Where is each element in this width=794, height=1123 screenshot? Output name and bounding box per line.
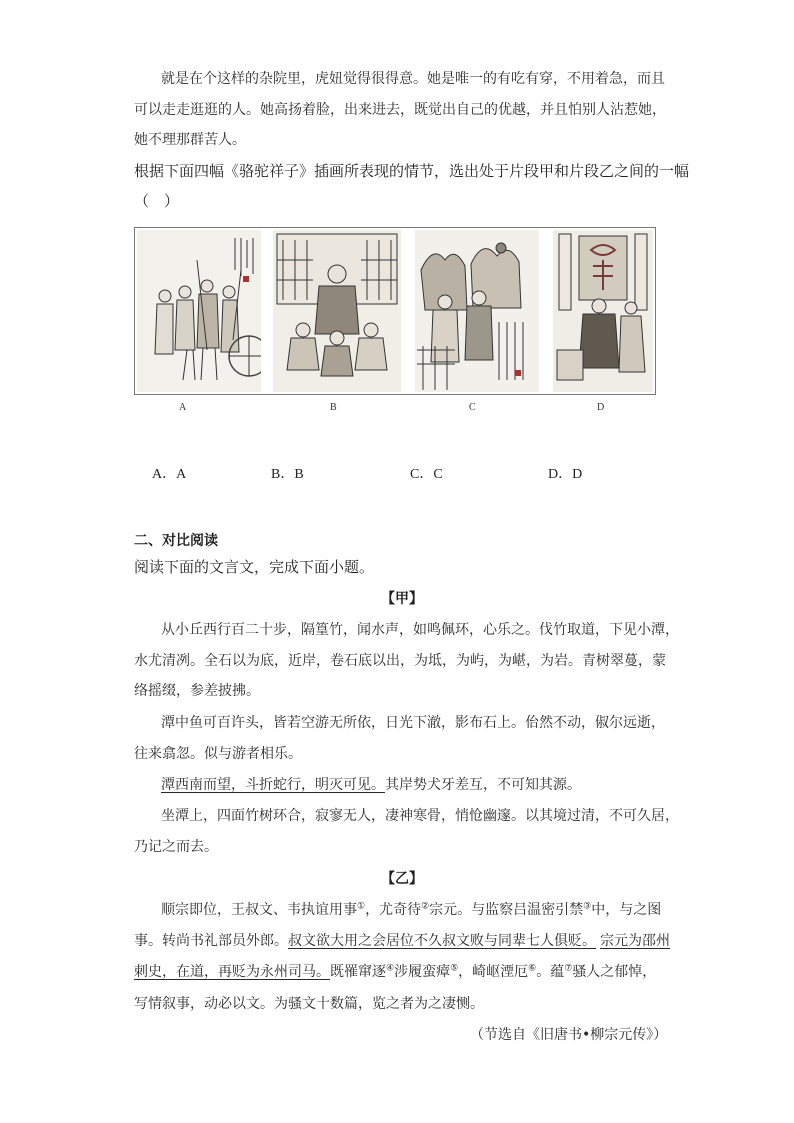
jia-line-rest: 其岸势犬牙差互，不可知其源。	[385, 777, 581, 793]
illustration-a-drawing	[137, 230, 261, 392]
illustration-b	[273, 230, 401, 392]
jia-line: 潭中鱼可百许头，皆若空游无所依，日光下澈，影布石上。佁然不动，俶尔远逝，	[161, 715, 665, 731]
illustration-label: C	[469, 402, 476, 413]
yi-underlined-sentence: 刺史，在道，再贬为永州司马。	[134, 964, 330, 980]
footnote-marker: ②	[421, 901, 430, 912]
yi-title: 【乙】	[381, 871, 423, 887]
jia-line: 络摇缀，参差披拂。	[134, 683, 260, 699]
illustration-c	[415, 230, 539, 392]
section-instruction: 阅读下面的文言文，完成下面小题。	[134, 558, 375, 576]
yi-text: 事。转尚书礼部员外郎。	[134, 933, 288, 949]
yi-line	[134, 961, 656, 981]
yi-text: 宗元。与监察吕温密引禁	[429, 902, 584, 918]
yi-text: 涉履蛮瘴	[394, 964, 451, 980]
yi-text: 既罹窜逐	[330, 964, 386, 980]
jia-line: 往来翕忽。似与游者相乐。	[134, 746, 302, 762]
illustration-b-drawing	[273, 230, 401, 392]
footnote-marker: ⑥	[528, 963, 537, 974]
yi-line: 写情叙事，动必以文。为骚文十数篇，览之者为之凄恻。	[134, 996, 484, 1012]
passage-line: 她不理那群苦人。	[134, 132, 246, 148]
illustration-c-drawing	[415, 230, 539, 392]
yi-underlined-sentence: 宗元为邵州	[600, 933, 670, 949]
yi-line	[134, 930, 670, 950]
jia-line	[161, 774, 581, 794]
yi-text: 中，与之图	[591, 902, 662, 918]
illustration-label: A	[179, 402, 187, 413]
yi-underlined-sentence: 叔文欲大用之会居位不久叔文败与同辈七人俱贬。	[288, 933, 596, 949]
question-text: 根据下面四幅《骆驼祥子》插画所表现的情节，选出处于片段甲和片段乙之间的一幅	[134, 162, 690, 180]
jia-underlined-sentence: 潭西南而望，斗折蛇行，明灭可见。	[161, 777, 385, 793]
source-citation: （节选自《旧唐书•柳宗元传》）	[470, 1027, 668, 1043]
illustration-d-drawing	[553, 230, 653, 392]
yi-text: ，尤奇待	[365, 902, 422, 918]
option-c[interactable]: C．C	[410, 467, 443, 482]
section-heading: 二、对比阅读	[134, 533, 218, 549]
jia-line: 水尤清冽。全石以为底，近岸，卷石底以出，为坻，为屿，为嵁，为岩。青树翠蔓，蒙	[134, 653, 666, 669]
yi-line	[161, 899, 661, 919]
illustration-a	[137, 230, 261, 392]
footnote-marker: ④	[386, 963, 395, 974]
footnote-marker: ⑦	[564, 963, 573, 974]
footnote-marker: ③	[583, 901, 592, 912]
passage-line: 可以走走逛逛的人。她高扬着脸，出来进去，既觉出自己的优越，并且怕别人沾惹她，	[134, 102, 666, 118]
option-d[interactable]: D．D	[548, 467, 583, 482]
yi-text: 顺宗即位，王叔文、韦执谊用事	[161, 902, 357, 918]
jia-title: 【甲】	[381, 591, 423, 607]
yi-text: ，崎岖湮厄	[458, 964, 529, 980]
illustration-strip	[134, 227, 656, 395]
option-b[interactable]: B．B	[271, 467, 304, 482]
jia-line: 乃记之而去。	[134, 839, 218, 855]
illustration-d	[553, 230, 653, 392]
footnote-marker: ①	[357, 901, 366, 912]
passage-line: 就是在个这样的杂院里，虎妞觉得很得意。她是唯一的有吃有穿，不用着急，而且	[161, 71, 665, 87]
footnote-marker: ⑤	[450, 963, 459, 974]
option-a[interactable]: A．A	[152, 467, 187, 482]
question-paren: （ ）	[134, 192, 180, 210]
illustration-label: D	[597, 402, 605, 413]
yi-text: 骚人之郁悼，	[572, 964, 657, 980]
jia-line: 从小丘西行百二十步，隔篁竹，闻水声，如鸣佩环，心乐之。伐竹取道，下见小潭，	[161, 622, 679, 638]
illustration-label: B	[330, 402, 337, 413]
jia-line: 坐潭上，四面竹树环合，寂寥无人，凄神寒骨，悄怆幽邃。以其境过清，不可久居，	[161, 808, 679, 824]
yi-text: 。蕴	[536, 964, 565, 980]
